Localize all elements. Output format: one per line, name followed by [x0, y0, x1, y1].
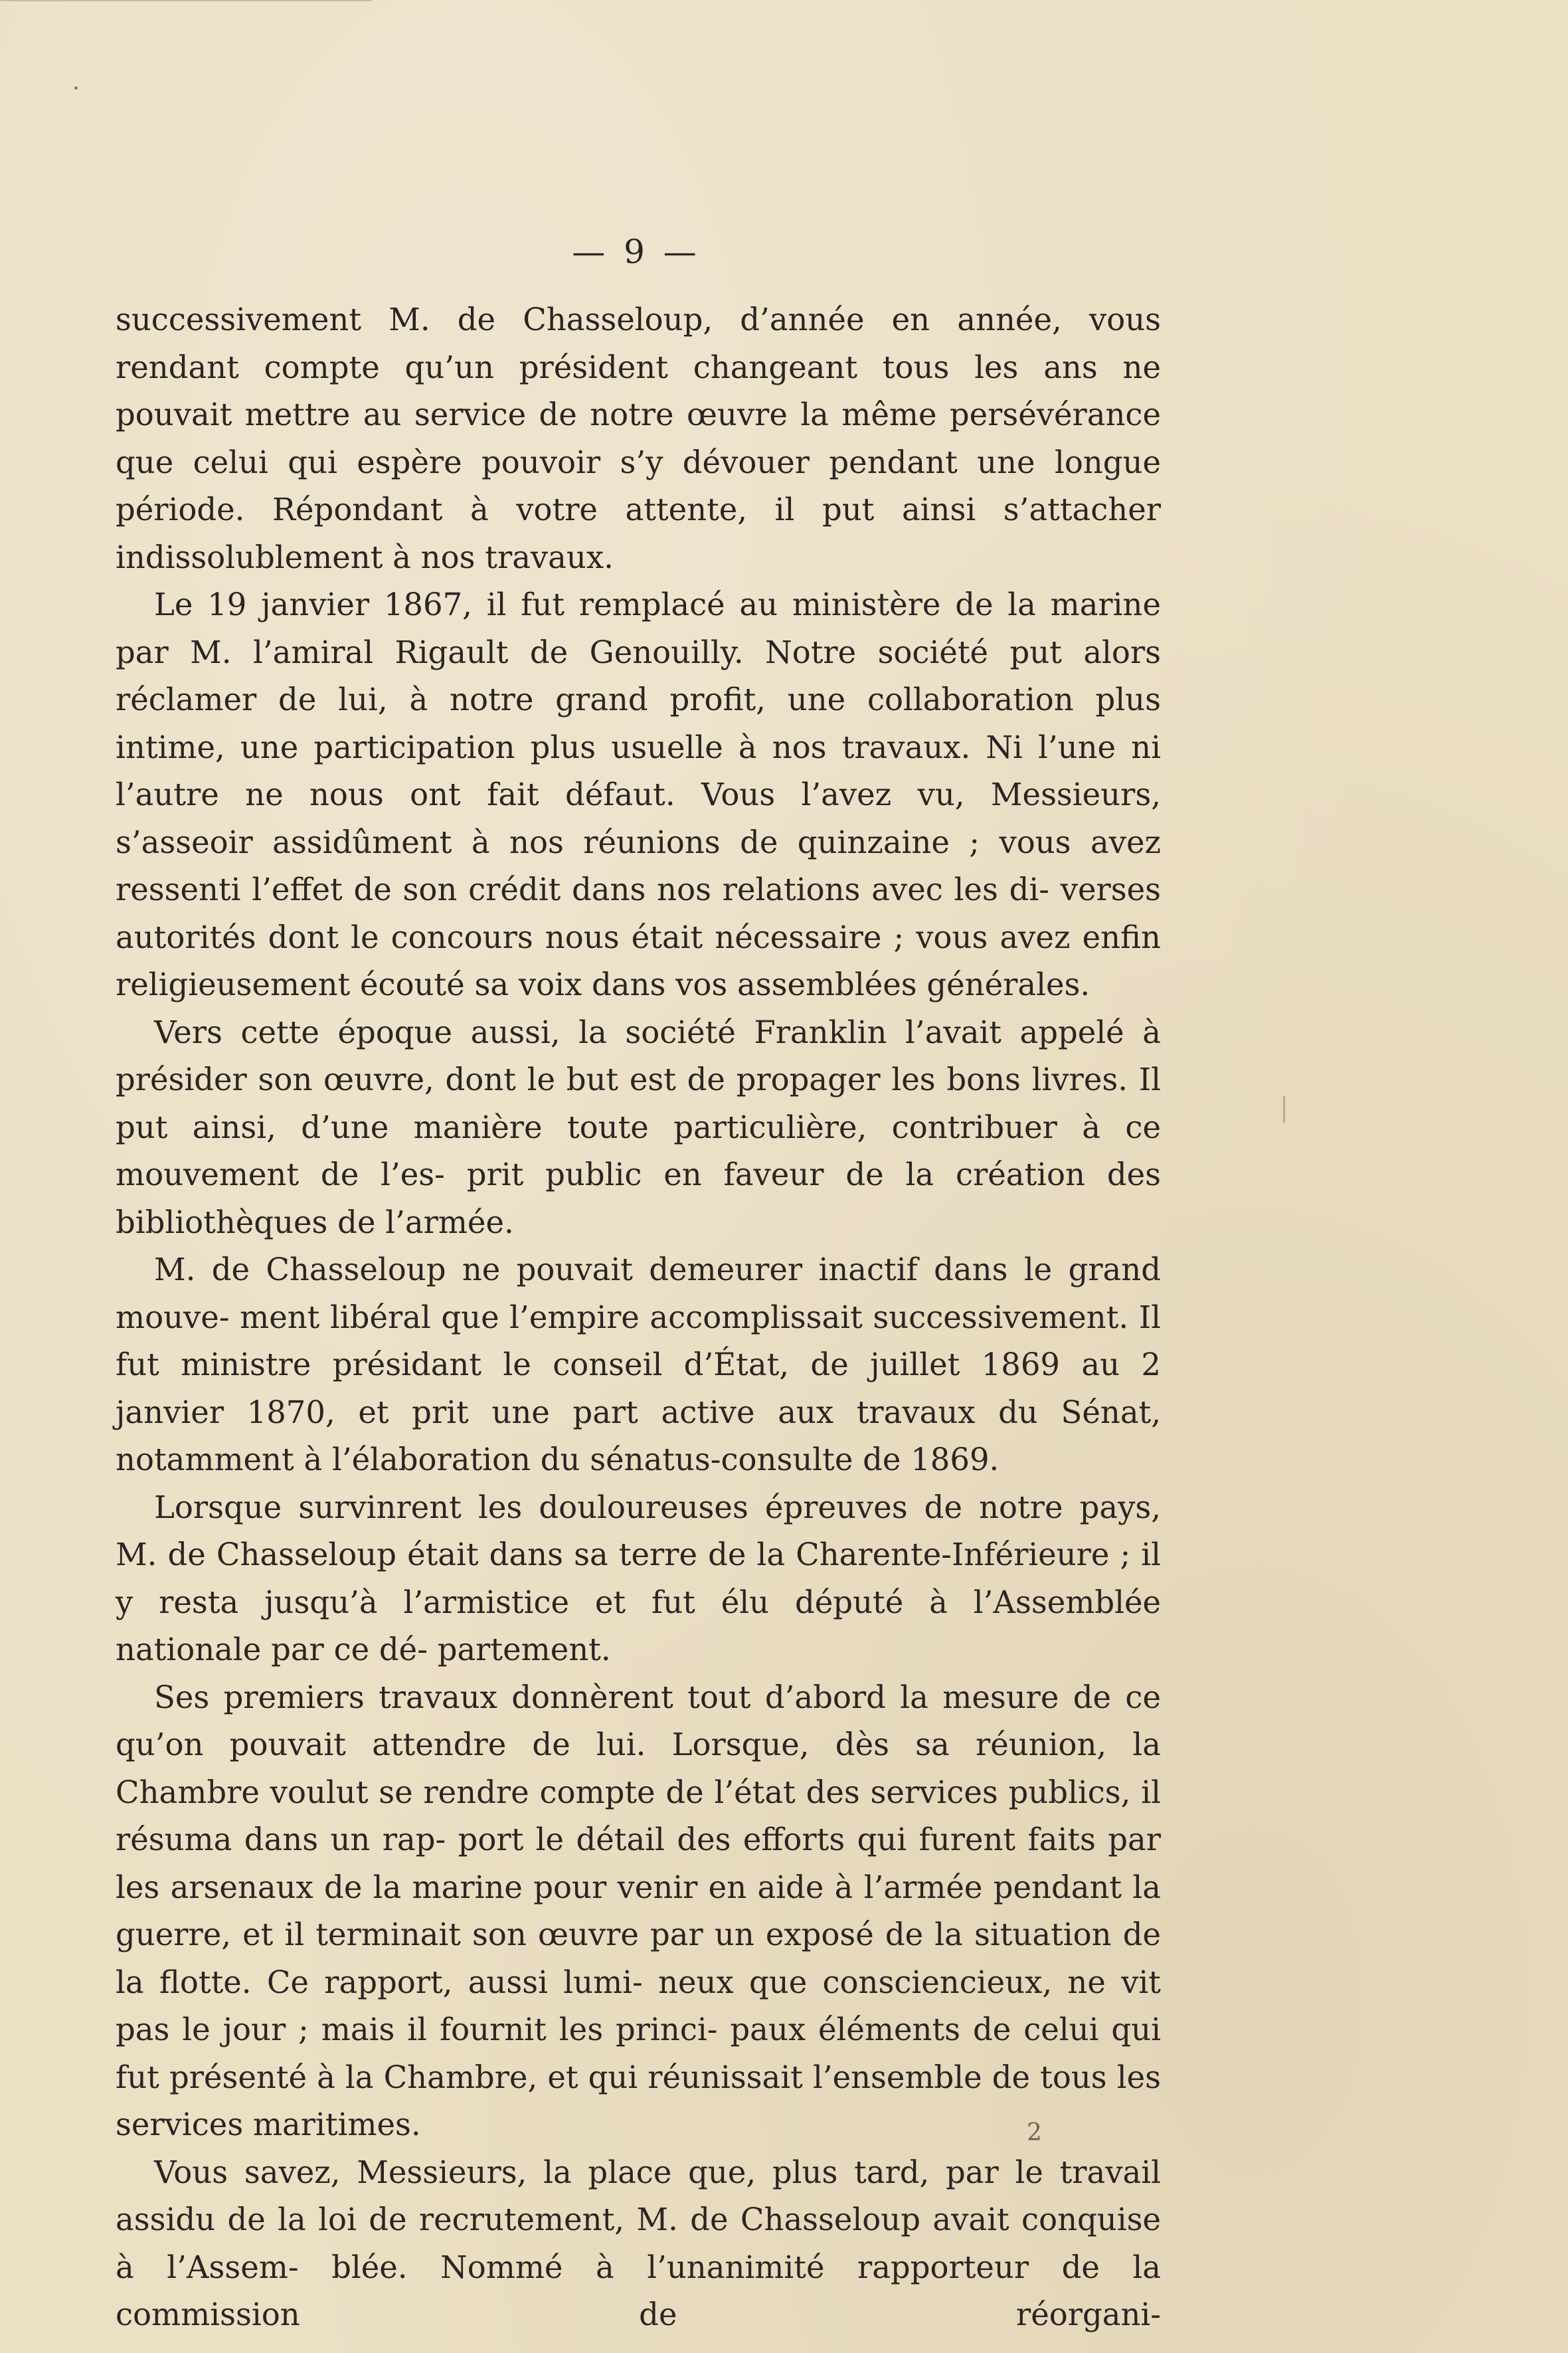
line: l’ensemble de tous les services maritimes.	[116, 2059, 1162, 2142]
line: se rendre compte de l’état des services publics, il résuma dans un rap-	[116, 1774, 1162, 1857]
line: une part active aux travaux du Sénat, notamment à l’élaboration du	[116, 1394, 1162, 1477]
line: successivement M. de Chasseloup, d’année en année, vous rendant	[116, 302, 1161, 385]
line: attente, il put ainsi s’attacher indissolublement à nos travaux.	[116, 492, 1161, 575]
paragraph-1	[116, 296, 1161, 581]
paragraph-5	[116, 1484, 1161, 1674]
line: verses autorités dont le concours nous était nécessaire ; vous avez	[116, 872, 1162, 955]
line: partement.	[437, 1632, 611, 1667]
line: Chasseloup était dans sa terre de la Charente-Inférieure ; il y resta	[116, 1537, 1162, 1620]
line: Vous savez, Messieurs, la place que, plus tard, par le travail assidu	[116, 2154, 1161, 2237]
line: présidant le conseil d’État, de juillet 1869 au 2 janvier 1870, et prit	[116, 1347, 1161, 1430]
line: notre grand profit, une collaboration plus intime, une participation plus	[116, 682, 1161, 765]
line: jusqu’à l’armistice et fut élu député à l’Assemblée nationale par ce dé-	[116, 1584, 1161, 1667]
line: Lorsque survinrent les douloureuses épreuves de notre pays, M. de	[116, 1489, 1161, 1572]
top-edge-rule	[0, 0, 372, 1]
line: d’une manière toute particulière, contribuer à ce mouvement de l’es-	[116, 1109, 1161, 1192]
line: M. l’amiral Rigault de Genouilly. Notre société put alors réclamer de lui, à	[116, 634, 1162, 717]
paragraph-2	[116, 581, 1161, 1009]
line: pouvoir s’y dévouer pendant une longue période. Répondant à votre	[116, 444, 1161, 527]
line: vous avez ressenti l’effet de son crédit dans nos relations avec les di-	[116, 824, 1162, 907]
line: enfin religieusement écouté sa voix dans vos assemblées générales.	[116, 919, 1161, 1002]
line: pouvait attendre de lui. Lorsque, dès sa réunion, la Chambre voulut	[116, 1727, 1162, 1810]
paragraph-7	[116, 2149, 1161, 2339]
line: compte qu’un président changeant tous les ans ne pouvait mettre au	[116, 349, 1161, 432]
line: pour venir en aide à l’armée pendant la guerre, et il terminait son	[116, 1869, 1162, 1952]
line: de la loi de recrutement, M. de Chasseloup avait conquise à l’Assem-	[116, 2202, 1161, 2285]
paragraph-3	[116, 1009, 1161, 1247]
signature-mark: 2	[1027, 2119, 1042, 2146]
line: Vers cette époque aussi, la société Franklin l’avait appelé à présider	[116, 1014, 1161, 1097]
line: M. de Chasseloup ne pouvait demeurer inactif dans le grand mouve-	[116, 1252, 1161, 1335]
line: Ses premiers travaux donnèrent tout d’abord la mesure de ce qu’on	[116, 1679, 1161, 1762]
paper-speck	[74, 86, 78, 90]
line: ment libéral que l’empire accomplissait successivement. Il fut ministre	[116, 1299, 1162, 1382]
line: œuvre par un exposé de la situation de la flotte. Ce rapport, aussi lumi-	[116, 1917, 1162, 2000]
paragraph-4	[116, 1246, 1161, 1484]
line: son œuvre, dont le but est de propager les bons livres. Il put ainsi,	[116, 1062, 1162, 1145]
line: paux éléments de celui qui fut présenté à la Chambre, et qui réunissait	[116, 2012, 1161, 2095]
line: usuelle à nos travaux. Ni l’une ni l’autre ne nous ont fait défaut. Vous	[116, 729, 1161, 812]
line: port le détail des efforts qui furent faits par les arsenaux de la marine	[116, 1822, 1161, 1905]
line: neux que consciencieux, ne vit pas le jour ; mais il fournit les princi-	[116, 1964, 1161, 2047]
line: sénatus-consulte de 1869.	[590, 1442, 1000, 1477]
line: service de notre œuvre la même persévérance que celui qui espère	[116, 397, 1161, 480]
line: blée. Nommé à l’unanimité rapporteur de la commission de réorgani-	[116, 2249, 1161, 2332]
line: l’avez vu, Messieurs, s’asseoir assidûment à nos réunions de quinzaine ;	[116, 777, 1162, 860]
paragraph-6	[116, 1674, 1161, 2149]
line: Le 19 janvier 1867, il fut remplacé au ministère de la marine par	[116, 587, 1161, 670]
body-text	[116, 296, 1161, 2339]
margin-pencil-mark	[1283, 1096, 1285, 1123]
page-number: — 9 —	[572, 233, 701, 271]
line: prit public en faveur de la création des bibliothèques de l’armée.	[116, 1157, 1162, 1240]
